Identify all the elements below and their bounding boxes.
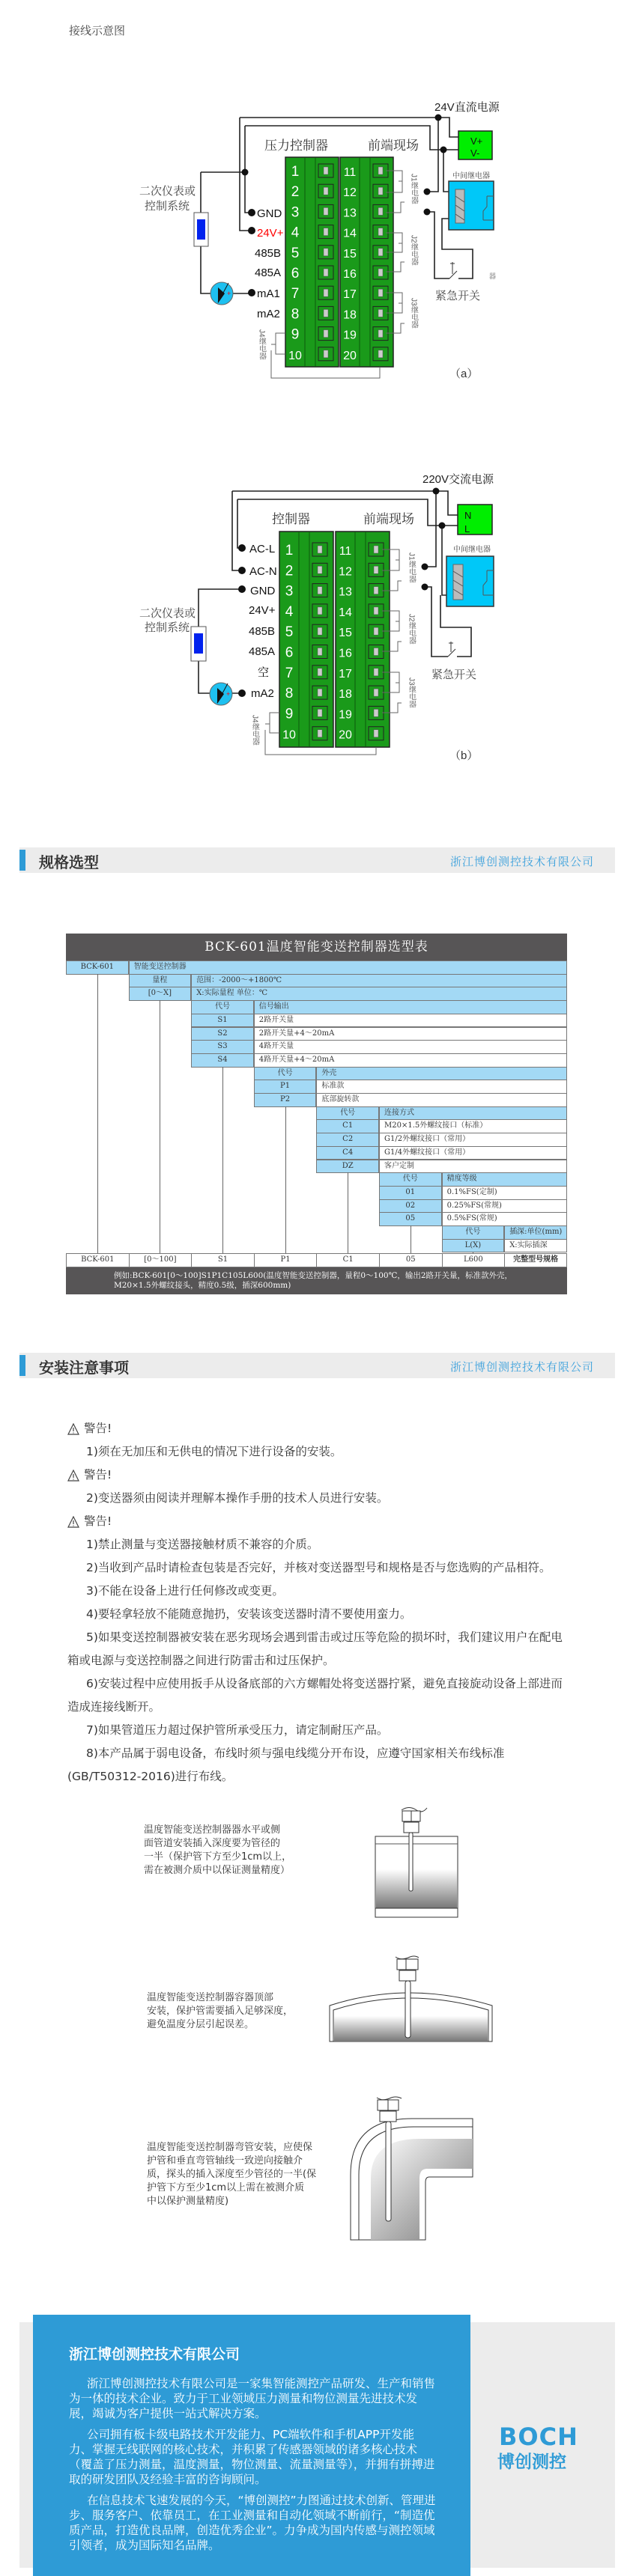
warning-label: 警告! — [84, 1468, 112, 1482]
terminal-screw-head — [318, 709, 322, 716]
svg-text:+: + — [227, 290, 231, 297]
controller-label: 控制器 — [272, 512, 310, 526]
terminal-screw-head — [318, 689, 322, 696]
table-code-cell: 05 — [379, 1212, 442, 1226]
table-desc-cell: 插深:单位(mm) — [504, 1225, 567, 1240]
table-desc-cell: M20×1.5外螺纹接口（标准） — [379, 1119, 567, 1133]
vplus-label: V+ — [470, 136, 483, 147]
warning-triangle-icon — [67, 1470, 79, 1482]
relay-j3-label: J3继电器 — [409, 298, 418, 329]
table-desc-cell: 外壳 — [316, 1067, 567, 1081]
terminal-screw-head — [378, 167, 383, 174]
terminal-number: 17 — [339, 667, 352, 680]
terminal-number: 3 — [285, 583, 294, 600]
terminal-number: 19 — [343, 329, 357, 342]
install-note-item: 1)须在无加压和无供电的情况下进行设备的安装。 — [86, 1445, 342, 1458]
terminal-screw-head — [324, 249, 328, 256]
table-code-cell: 02 — [379, 1199, 442, 1214]
warning-triangle-icon — [67, 1516, 79, 1528]
figure-1-caption — [144, 1824, 291, 1878]
table-desc-cell: 信号输出 — [254, 1000, 567, 1014]
table-code-cell: P1 — [254, 1080, 317, 1094]
wires — [199, 491, 471, 693]
terminal-screw-head — [374, 648, 378, 656]
terminal-number: 18 — [343, 308, 357, 322]
warning-heading — [67, 1464, 568, 1487]
terminal-number: 5 — [285, 624, 294, 641]
terminal-screw-head — [374, 587, 378, 594]
table-desc-cell: 2路开关量+4～20mA — [254, 1027, 567, 1041]
table-desc-cell: 0.5%FS(常规) — [442, 1212, 567, 1226]
terminal-screw-head — [378, 207, 383, 215]
full-model-label: 完整型号规格 — [504, 1253, 567, 1267]
terminal-number: 20 — [343, 349, 357, 362]
terminal-screw-head — [378, 289, 383, 296]
terminal-number: 16 — [343, 268, 357, 281]
table-desc-cell: 标准款 — [316, 1080, 567, 1094]
install-note-item: 3)不能在设备上进行任何修改或变更。 — [86, 1584, 284, 1598]
caption-a: （a） — [449, 368, 479, 380]
terminal-screw-head — [374, 566, 378, 573]
table-code-cell: C2 — [316, 1133, 379, 1147]
meter-icon — [194, 213, 208, 246]
terminal-number: 8 — [291, 306, 300, 323]
label-ac-n: AC-N — [249, 565, 277, 578]
table-desc-cell: 2路开关量 — [254, 1014, 567, 1028]
company-title: 浙江博创测控技术有限公司 — [69, 2346, 240, 2363]
terminal-number: 18 — [339, 688, 352, 701]
horizontal-pipe-install-illustration — [367, 1800, 472, 1924]
terminal-number: 14 — [343, 227, 357, 240]
label-485a: 485A — [249, 645, 276, 658]
header-accent-bar — [19, 1355, 25, 1376]
switch-label: 紧急开关 — [435, 290, 481, 302]
label-485a: 485A — [255, 267, 282, 279]
controller-label: 压力控制器 — [264, 138, 328, 153]
terminal-screw-head — [374, 546, 378, 553]
intro-paragraph: 公司拥有板卡级电路技术开发能力、PC端软件和手机APP开发能力、掌握无线联网的核心技术，并积累了传感器领域的诸多核心技术（覆盖了压力测量，温度测量，物位测量、流量测量等），并拥有拼搏进取的研发团队及经验丰富的咨询顾问。 — [69, 2428, 435, 2486]
terminal-number: 4 — [291, 225, 300, 241]
terminal-number: 15 — [343, 247, 357, 261]
section-title: 规格选型 — [39, 853, 99, 871]
example-cell: S1 — [191, 1253, 255, 1267]
spec-section-header — [19, 847, 615, 873]
brand-logo-en: BOCH — [499, 2423, 578, 2451]
gauge-icon — [210, 282, 233, 305]
power-label: 24V直流电源 — [434, 101, 500, 114]
terminal-number: 1 — [285, 543, 294, 558]
install-note-item: 8)本产品属于弱电设备，布线时须与强电线缆分开布设，应遵守国家相关布线标准(GB/T50312-2016)进行布线。 — [67, 1747, 505, 1783]
wiring-diagram-b — [0, 472, 624, 764]
terminal-screw-head — [378, 187, 383, 195]
instrument-label-1: 二次仪表或 — [139, 607, 196, 620]
label-ma2: mA2 — [257, 308, 280, 320]
label-ma1: mA1 — [257, 287, 280, 300]
table-code-cell: S4 — [191, 1053, 254, 1068]
label-empty: 空 — [258, 666, 270, 679]
relay-j1-label: J1继电器 — [407, 552, 416, 583]
terminal-screw-head — [318, 669, 322, 676]
relay-j3-label: J3继电器 — [407, 678, 416, 708]
caption-line: 护管下方至少1cm以上需在被测介质 — [147, 2182, 305, 2193]
terminal-screw-head — [324, 207, 328, 215]
label-ma2: mA2 — [251, 687, 274, 700]
install-note-item: 2)变送器须由阅读并理解本操作手册的技术人员进行安装。 — [86, 1491, 389, 1505]
terminal-number: 20 — [339, 728, 352, 742]
terminal-screw-head — [324, 289, 328, 296]
caption-line: 面管道安装插入深度要为管径的 — [144, 1838, 281, 1849]
relay-j4-label: J4继电器 — [250, 715, 259, 746]
terminal-number: 19 — [339, 708, 352, 722]
terminal-number: 13 — [343, 207, 357, 220]
table-code-cell: L(X) — [442, 1239, 505, 1253]
install-note-item: 4)要轻拿轻放不能随意抛扔，安装该变送器时清不要使用蛮力。 — [86, 1607, 412, 1621]
relay-box-label: 中间继电器 — [452, 172, 490, 180]
terminal-number: 7 — [285, 665, 294, 681]
vessel-top-install-illustration — [326, 1950, 498, 2047]
terminal-number: 17 — [343, 288, 357, 302]
terminal-number: 6 — [285, 645, 294, 661]
power-label: 220V交流电源 — [422, 473, 494, 486]
terminal-screw-head — [324, 187, 328, 195]
table-desc-cell: 客户定制 — [379, 1160, 567, 1174]
terminal-screw-head — [324, 269, 328, 276]
terminal-screw-head — [378, 269, 383, 276]
switch-label: 紧急开关 — [431, 669, 477, 681]
label-ac-l: AC-L — [249, 543, 276, 555]
terminal-screw-head — [318, 587, 322, 594]
example-note — [66, 1267, 567, 1294]
table-desc-cell: 4路开关量 — [254, 1040, 567, 1054]
table-code-cell: 量程 — [129, 974, 192, 988]
wiring-title: 接线示意图 — [69, 24, 126, 37]
caption-line: 中以保护测量精度) — [147, 2196, 229, 2207]
terminal-screw-head — [378, 228, 383, 236]
terminal-number: 1 — [291, 164, 300, 180]
note-line: 例如:BCK-601[0～100]S1P1C105L600(温度智能变送控制器，量程0～100℃，输出2路开关量，标准款外壳， — [114, 1271, 513, 1281]
install-note-item: 6)安装过程中应使用扳手从设备底部的六方螺帽处将变送器拧紧，避免直接旋动设备上部进而造成连接线断开。 — [67, 1677, 563, 1714]
selection-table — [66, 934, 567, 1294]
caption-line: 避免温度分层引起误差。 — [147, 2019, 255, 2030]
terminal-screw-head — [374, 730, 378, 737]
terminal-number: 16 — [339, 647, 352, 660]
table-code-cell: 01 — [379, 1186, 442, 1200]
table-desc-cell: 智能变送控制器 — [129, 960, 567, 975]
label-24v: 24V+ — [249, 604, 276, 617]
table-desc-cell: G1/2外螺纹接口（常用） — [379, 1133, 567, 1147]
terminal-number: 12 — [339, 565, 352, 579]
install-note-item: 5)如果变送控制器被安装在恶劣现场会遇到雷击或过压等危险的损坏时，我们建议用户在配电箱或电源与变送控制器之间进行防雷击和过压保护。 — [67, 1630, 563, 1667]
terminal-screw-head — [378, 330, 383, 338]
install-notes — [67, 1417, 568, 1788]
wiring-diagram-a — [0, 97, 624, 382]
caption-line: 质，探头的插入深度至少管径的一半(保 — [147, 2169, 317, 2180]
n-label: N — [464, 510, 472, 521]
note-line: M20×1.5外螺纹接头，精度0.5级，插深600mm) — [114, 1281, 291, 1291]
terminal-screw-head — [378, 309, 383, 317]
terminal-number: 2 — [291, 184, 300, 201]
terminal-screw-head — [324, 309, 328, 317]
terminal-screw-head — [318, 627, 322, 635]
terminal-screw-head — [374, 709, 378, 716]
terminal-number: 14 — [339, 606, 352, 619]
table-desc-cell: 连接方式 — [379, 1106, 567, 1121]
table-code-cell: 代号 — [254, 1067, 317, 1081]
install-note-item: 2)当收到产品时请检查包装是否完好，并核对变送器型号和规格是否与您选购的产品相符。 — [86, 1561, 551, 1574]
terminal-number: 3 — [291, 204, 300, 221]
terminal-number: 2 — [285, 563, 294, 579]
table-desc-cell: G1/4外螺纹接口（常用） — [379, 1146, 567, 1160]
terminal-number: 4 — [285, 603, 294, 620]
terminal-number: 6 — [291, 266, 300, 281]
table-desc-cell: 范围：-2000～+1800℃ — [191, 974, 567, 988]
gauge-icon — [210, 683, 232, 705]
terminal-number: 15 — [339, 627, 352, 640]
table-desc-cell: 0.1%FS(定制) — [442, 1186, 567, 1200]
stray-label: 器 — [489, 272, 497, 280]
caption-line: 安装，保护管需要插入足够深度， — [147, 2006, 294, 2017]
emergency-switch-icon — [448, 642, 455, 657]
svg-text:+: + — [226, 690, 231, 698]
instrument-label-2: 控制系统 — [145, 621, 190, 634]
connector-line — [285, 1106, 286, 1254]
terminal-screw-head — [318, 546, 322, 553]
terminal-screw-head — [318, 730, 322, 737]
label-gnd: GND — [257, 207, 282, 220]
field-label: 前端现场 — [368, 138, 419, 153]
relay-j1-label: J1继电器 — [409, 174, 418, 204]
table-desc-cell: 底部旋转款 — [316, 1093, 567, 1107]
relay-box-label: 中间继电器 — [453, 546, 491, 554]
install-note-item: 7)如果管道压力超过保护管所承受压力，请定制耐压产品。 — [86, 1723, 389, 1737]
table-code-cell: 代号 — [379, 1172, 442, 1187]
caption-b: （b） — [449, 749, 479, 762]
caption-line: 一半（保护管下方至少1cm以上， — [144, 1851, 292, 1863]
relay-j2-label: J2继电器 — [407, 614, 416, 645]
terminal-number: 5 — [291, 245, 300, 261]
relay-j2-label: J2继电器 — [409, 235, 418, 266]
company-name: 浙江博创测控技术有限公司 — [449, 1360, 594, 1374]
label-gnd: GND — [250, 585, 276, 597]
terminal-screw-head — [324, 167, 328, 174]
relay-j4-label: J4继电器 — [257, 329, 266, 360]
company-name: 浙江博创测控技术有限公司 — [449, 855, 594, 868]
warning-heading — [67, 1417, 568, 1440]
terminal-number: 11 — [343, 166, 357, 179]
terminal-screw-head — [374, 689, 378, 696]
table-code-cell: P2 — [254, 1093, 317, 1107]
table-code-cell: C4 — [316, 1146, 379, 1160]
warning-label: 警告! — [84, 1514, 112, 1528]
section-title: 安装注意事项 — [39, 1359, 129, 1377]
elbow-pipe-install-illustration — [345, 2092, 479, 2246]
table-code-cell: 代号 — [316, 1106, 379, 1121]
label-485b: 485B — [255, 247, 282, 260]
table-desc-cell: 精度等级 — [442, 1172, 567, 1187]
vminus-label: V- — [470, 147, 480, 159]
terminal-number: 9 — [285, 706, 294, 722]
terminal-number: 10 — [288, 349, 302, 362]
emergency-switch-icon — [449, 262, 457, 278]
table-desc-cell: X:实际量程 单位：℃ — [191, 987, 567, 1001]
intermediate-relay — [446, 556, 494, 606]
caption-line: 需在被测介质中以保证测量精度） — [144, 1865, 291, 1876]
warning-triangle-icon — [67, 1423, 79, 1435]
table-code-cell: S3 — [191, 1040, 254, 1054]
field-label: 前端现场 — [363, 512, 414, 526]
header-accent-bar — [19, 850, 25, 871]
l-label: L — [464, 523, 470, 535]
example-cell: C1 — [316, 1253, 380, 1267]
instrument-label-2: 控制系统 — [145, 200, 190, 213]
figure-3-caption — [147, 2141, 316, 2208]
table-desc-cell: 0.25%FS(常规) — [442, 1199, 567, 1214]
terminal-screw-head — [378, 249, 383, 256]
intro-paragraph: 在信息技术飞速发展的今天，“博创测控”力图通过技术创新、管理进步、服务客户、依靠员工，在工业测量和自动化领域不断前行，“制造优质产品，打造优良品牌，创造优秀企业”。力争成为国内传感与测控领域引领者，成为国际知名品牌。 — [69, 2494, 436, 2552]
install-note-item: 1)禁止测量与变送器接触材质不兼容的介质。 — [86, 1538, 319, 1551]
terminal-number: 10 — [282, 728, 296, 742]
meter-icon — [191, 627, 206, 661]
caption-line: 温度智能变送控制器器水平或侧 — [144, 1824, 281, 1836]
terminal-screw-head — [378, 350, 383, 358]
terminal-screw-head — [324, 350, 328, 358]
table-code-cell: BCK-601 — [66, 960, 129, 975]
example-cell: P1 — [254, 1253, 318, 1267]
warning-label: 警告! — [84, 1422, 112, 1435]
table-code-cell: 代号 — [191, 1000, 254, 1014]
terminal-screw-head — [318, 607, 322, 615]
table-code-cell: DZ — [316, 1160, 379, 1174]
ac-power-box — [458, 505, 492, 535]
terminal-number: 9 — [291, 326, 300, 343]
caption-line: 温度智能变送控制器弯管安装，应使保 — [147, 2142, 313, 2153]
terminal-number: 11 — [339, 545, 352, 558]
terminal-screw-head — [374, 627, 378, 635]
warning-heading — [67, 1510, 568, 1533]
install-section-header — [19, 1353, 615, 1378]
connector-line — [97, 974, 98, 1254]
terminal-screw-head — [374, 669, 378, 676]
table-code-cell: S2 — [191, 1027, 254, 1041]
terminal-screw-head — [374, 607, 378, 615]
example-cell: 05 — [379, 1253, 443, 1267]
table-code-cell: C1 — [316, 1119, 379, 1133]
figure-2-caption — [147, 1991, 293, 2032]
caption-line: 护管和垂直弯管轴线一致逆向接触介 — [147, 2155, 303, 2167]
terminal-number: 7 — [291, 286, 300, 302]
label-485b: 485B — [249, 625, 276, 638]
table-desc-cell: X:实际插深 — [504, 1239, 567, 1253]
terminal-screw-head — [324, 228, 328, 236]
intro-paragraph: 浙江博创测控技术有限公司是一家集智能测控产品研发、生产和销售为一体的技术企业。致力于工业领域压力测量和物位测量先进技术发展，竭诚为客户提供一站式解决方案。 — [69, 2377, 436, 2420]
intermediate-relay — [449, 181, 494, 230]
label-24v: 24V+ — [257, 227, 284, 240]
brand-logo-cn: 博创测控 — [497, 2452, 566, 2472]
terminal-screw-head — [318, 566, 322, 573]
terminal-screw-head — [318, 648, 322, 656]
instrument-label-1: 二次仪表或 — [139, 185, 196, 198]
example-cell: BCK-601 — [66, 1253, 130, 1267]
caption-line: 温度智能变送控制器容器顶部 — [147, 1992, 274, 2003]
table-desc-cell: 4路开关量+4～20mA — [254, 1053, 567, 1068]
table-code-cell: S1 — [191, 1014, 254, 1028]
example-cell: L600 — [442, 1253, 506, 1267]
company-intro-box — [33, 2315, 470, 2576]
terminal-number: 13 — [339, 585, 352, 599]
connector-line — [222, 1067, 223, 1254]
example-cell: [0～100] — [129, 1253, 193, 1267]
table-title: BCK-601温度智能变送控制器选型表 — [66, 934, 567, 960]
terminal-number: 12 — [343, 186, 357, 200]
table-code-cell: [0～X] — [129, 987, 192, 1001]
table-code-cell: 代号 — [442, 1225, 505, 1240]
terminal-screw-head — [324, 330, 328, 338]
terminal-number: 8 — [285, 686, 294, 702]
